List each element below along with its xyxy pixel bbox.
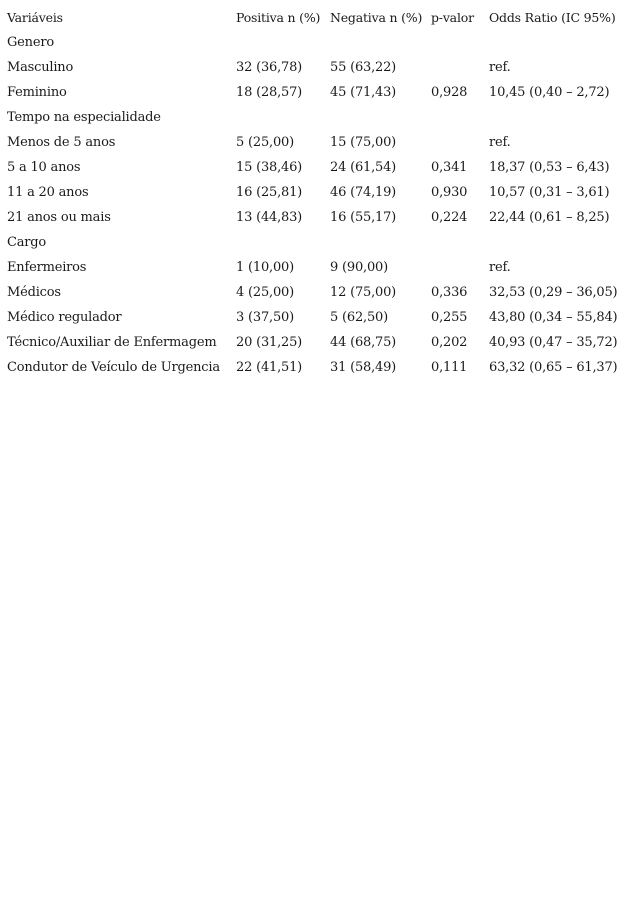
table-row [7, 155, 635, 180]
cell-odds-ratio: ref. [489, 135, 511, 150]
row-label: Médicos [7, 285, 61, 300]
table-row [7, 330, 635, 355]
table-row [7, 30, 635, 55]
cell-odds-ratio: 10,57 (0,31 – 3,61) [489, 185, 610, 200]
cell-positiva: 1 (10,00) [236, 260, 294, 275]
table-row [7, 355, 635, 380]
cell-p-valor: 0,255 [431, 310, 468, 325]
cell-p-valor: 0,336 [431, 285, 468, 300]
cell-positiva: 3 (37,50) [236, 310, 294, 325]
cell-positiva: 4 (25,00) [236, 285, 294, 300]
header-variaveis: Variáveis [7, 10, 63, 25]
cell-positiva: 16 (25,81) [236, 185, 303, 200]
cell-positiva: 5 (25,00) [236, 135, 294, 150]
cell-negativa: 12 (75,00) [330, 285, 397, 300]
row-label: Masculino [7, 60, 74, 75]
table-row [7, 55, 635, 80]
row-label: 5 a 10 anos [7, 160, 81, 175]
cell-odds-ratio: 43,80 (0,34 – 55,84) [489, 310, 618, 325]
cell-negativa: 55 (63,22) [330, 60, 397, 75]
cell-odds-ratio: 22,44 (0,61 – 8,25) [489, 210, 610, 225]
cell-positiva: 18 (28,57) [236, 85, 303, 100]
row-label: Feminino [7, 85, 67, 100]
row-label: Genero [7, 35, 54, 50]
cell-p-valor: 0,341 [431, 160, 468, 175]
cell-negativa: 24 (61,54) [330, 160, 397, 175]
cell-odds-ratio: 18,37 (0,53 – 6,43) [489, 160, 610, 175]
cell-positiva: 22 (41,51) [236, 360, 303, 375]
results-table [7, 5, 635, 380]
cell-p-valor: 0,202 [431, 335, 468, 350]
cell-p-valor: 0,928 [431, 85, 468, 100]
cell-negativa: 5 (62,50) [330, 310, 388, 325]
row-label: Técnico/Auxiliar de Enfermagem [7, 335, 217, 350]
cell-positiva: 32 (36,78) [236, 60, 303, 75]
cell-p-valor: 0,224 [431, 210, 468, 225]
row-label: Cargo [7, 235, 47, 250]
header-negativa: Negativa n (%) [330, 10, 423, 25]
row-label: 21 anos ou mais [7, 210, 111, 225]
table-row [7, 130, 635, 155]
cell-negativa: 15 (75,00) [330, 135, 397, 150]
cell-odds-ratio: 32,53 (0,29 – 36,05) [489, 285, 618, 300]
cell-positiva: 15 (38,46) [236, 160, 303, 175]
cell-odds-ratio: ref. [489, 60, 511, 75]
table-row [7, 105, 635, 130]
table-row [7, 305, 635, 330]
cell-positiva: 13 (44,83) [236, 210, 303, 225]
cell-odds-ratio: 63,32 (0,65 – 61,37) [489, 360, 618, 375]
cell-negativa: 31 (58,49) [330, 360, 397, 375]
cell-negativa: 9 (90,00) [330, 260, 388, 275]
table-row [7, 180, 635, 205]
table-row [7, 255, 635, 280]
cell-negativa: 45 (71,43) [330, 85, 397, 100]
row-label: Menos de 5 anos [7, 135, 116, 150]
cell-positiva: 20 (31,25) [236, 335, 303, 350]
header-positiva: Positiva n (%) [236, 10, 321, 25]
table-row [7, 280, 635, 305]
table-row [7, 80, 635, 105]
cell-odds-ratio: ref. [489, 260, 511, 275]
cell-odds-ratio: 10,45 (0,40 – 2,72) [489, 85, 610, 100]
row-label: 11 a 20 anos [7, 185, 89, 200]
row-label: Condutor de Veículo de Urgencia [7, 360, 220, 375]
table-row [7, 230, 635, 255]
cell-negativa: 46 (74,19) [330, 185, 397, 200]
row-label: Médico regulador [7, 310, 122, 325]
cell-odds-ratio: 40,93 (0,47 – 35,72) [489, 335, 618, 350]
table-header-row [7, 5, 635, 30]
cell-p-valor: 0,930 [431, 185, 468, 200]
row-label: Tempo na especialidade [7, 110, 161, 125]
cell-negativa: 16 (55,17) [330, 210, 397, 225]
header-odds-ratio: Odds Ratio (IC 95%) [489, 10, 616, 25]
header-p-valor: p-valor [431, 10, 474, 25]
cell-p-valor: 0,111 [431, 360, 468, 375]
cell-negativa: 44 (68,75) [330, 335, 397, 350]
row-label: Enfermeiros [7, 260, 87, 275]
table-row [7, 205, 635, 230]
